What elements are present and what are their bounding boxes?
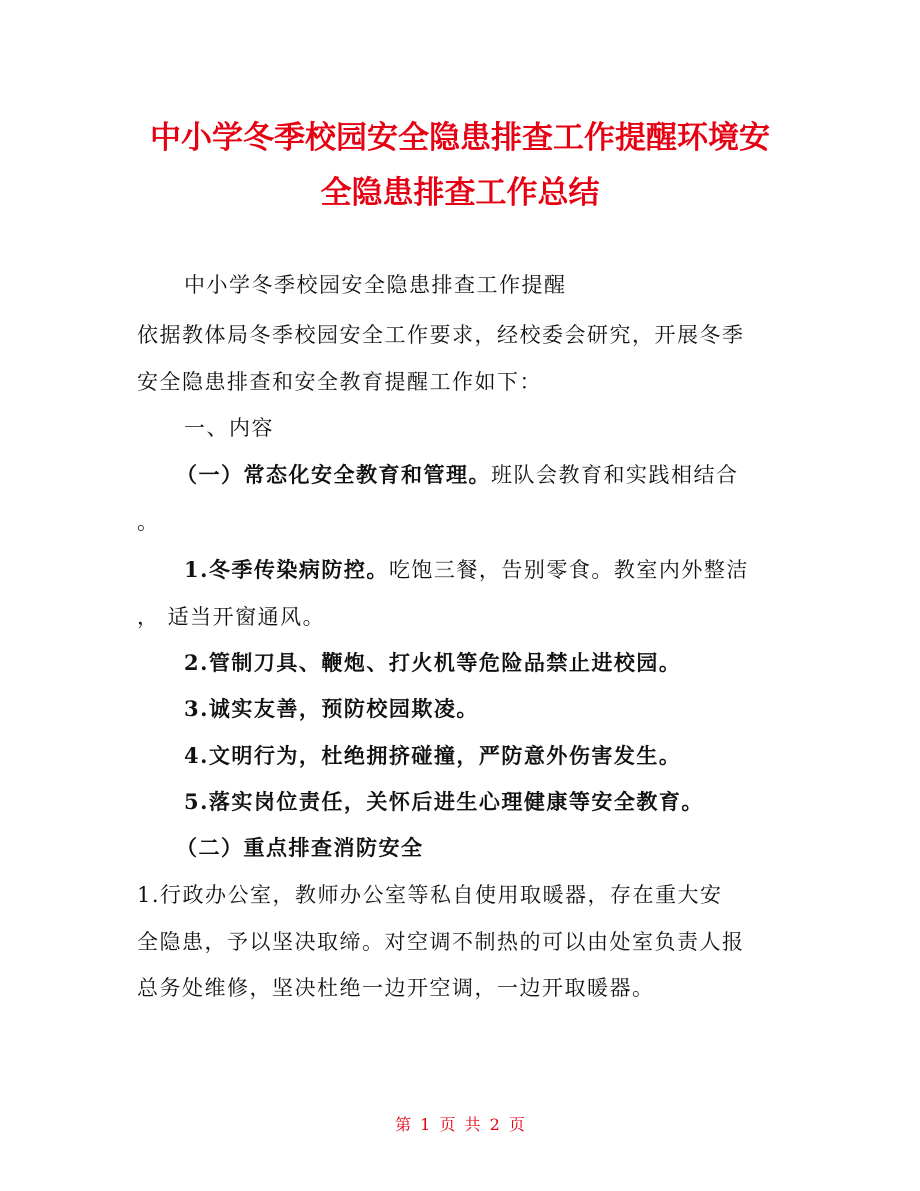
document-title-line-2: 全隐患排查工作总结	[320, 175, 600, 211]
item-2-heading: （二）重点排查消防安全	[176, 835, 424, 860]
intro-line-2: 安全隐患排查和安全教育提醒工作如下：	[137, 370, 542, 394]
intro-line-1: 依据教体局冬季校园安全工作要求，经校委会研究，开展冬季	[137, 323, 745, 347]
item-1-1-paragraph	[184, 555, 749, 585]
item-1-1-bold: 1.冬季传染病防控。	[184, 557, 389, 582]
item-1-4: 4.文明行为，杜绝拥挤碰撞，严防意外伤害发生。	[184, 743, 682, 768]
item-2-1-line-1: 1.行政办公室，教师办公室等私自使用取暖器，存在重大安	[137, 883, 723, 907]
item-1-1-tail: ， 适当开窗通风。	[137, 605, 326, 629]
item-1-2: 2.管制刀具、鞭炮、打火机等危险品禁止进校园。	[184, 650, 682, 675]
item-1-bold: （一）常态化安全教育和管理。	[176, 462, 491, 487]
item-1-tail: 。	[137, 510, 160, 534]
item-1-text: 班队会教育和实践相结合	[491, 463, 739, 487]
item-2-1-line-2: 全隐患，予以坚决取缔。对空调不制热的可以由处室负责人报	[137, 930, 745, 954]
item-1-paragraph	[176, 460, 739, 490]
item-1-3: 3.诚实友善，预防校园欺凌。	[184, 696, 479, 721]
section-heading-content: 一、内容	[184, 416, 274, 440]
item-1-5: 5.落实岗位责任，关怀后进生心理健康等安全教育。	[184, 789, 704, 814]
item-2-1-line-3: 总务处维修，坚决杜绝一边开空调，一边开取暖器。	[137, 976, 655, 1000]
page-number-footer: 第 1 页 共 2 页	[395, 1115, 525, 1134]
document-title-line-1: 中小学冬季校园安全隐患排查工作提醒环境安	[150, 120, 770, 156]
item-1-1-text: 吃饱三餐，告别零食。教室内外整洁	[388, 558, 749, 582]
subtitle: 中小学冬季校园安全隐患排查工作提醒	[184, 273, 567, 297]
